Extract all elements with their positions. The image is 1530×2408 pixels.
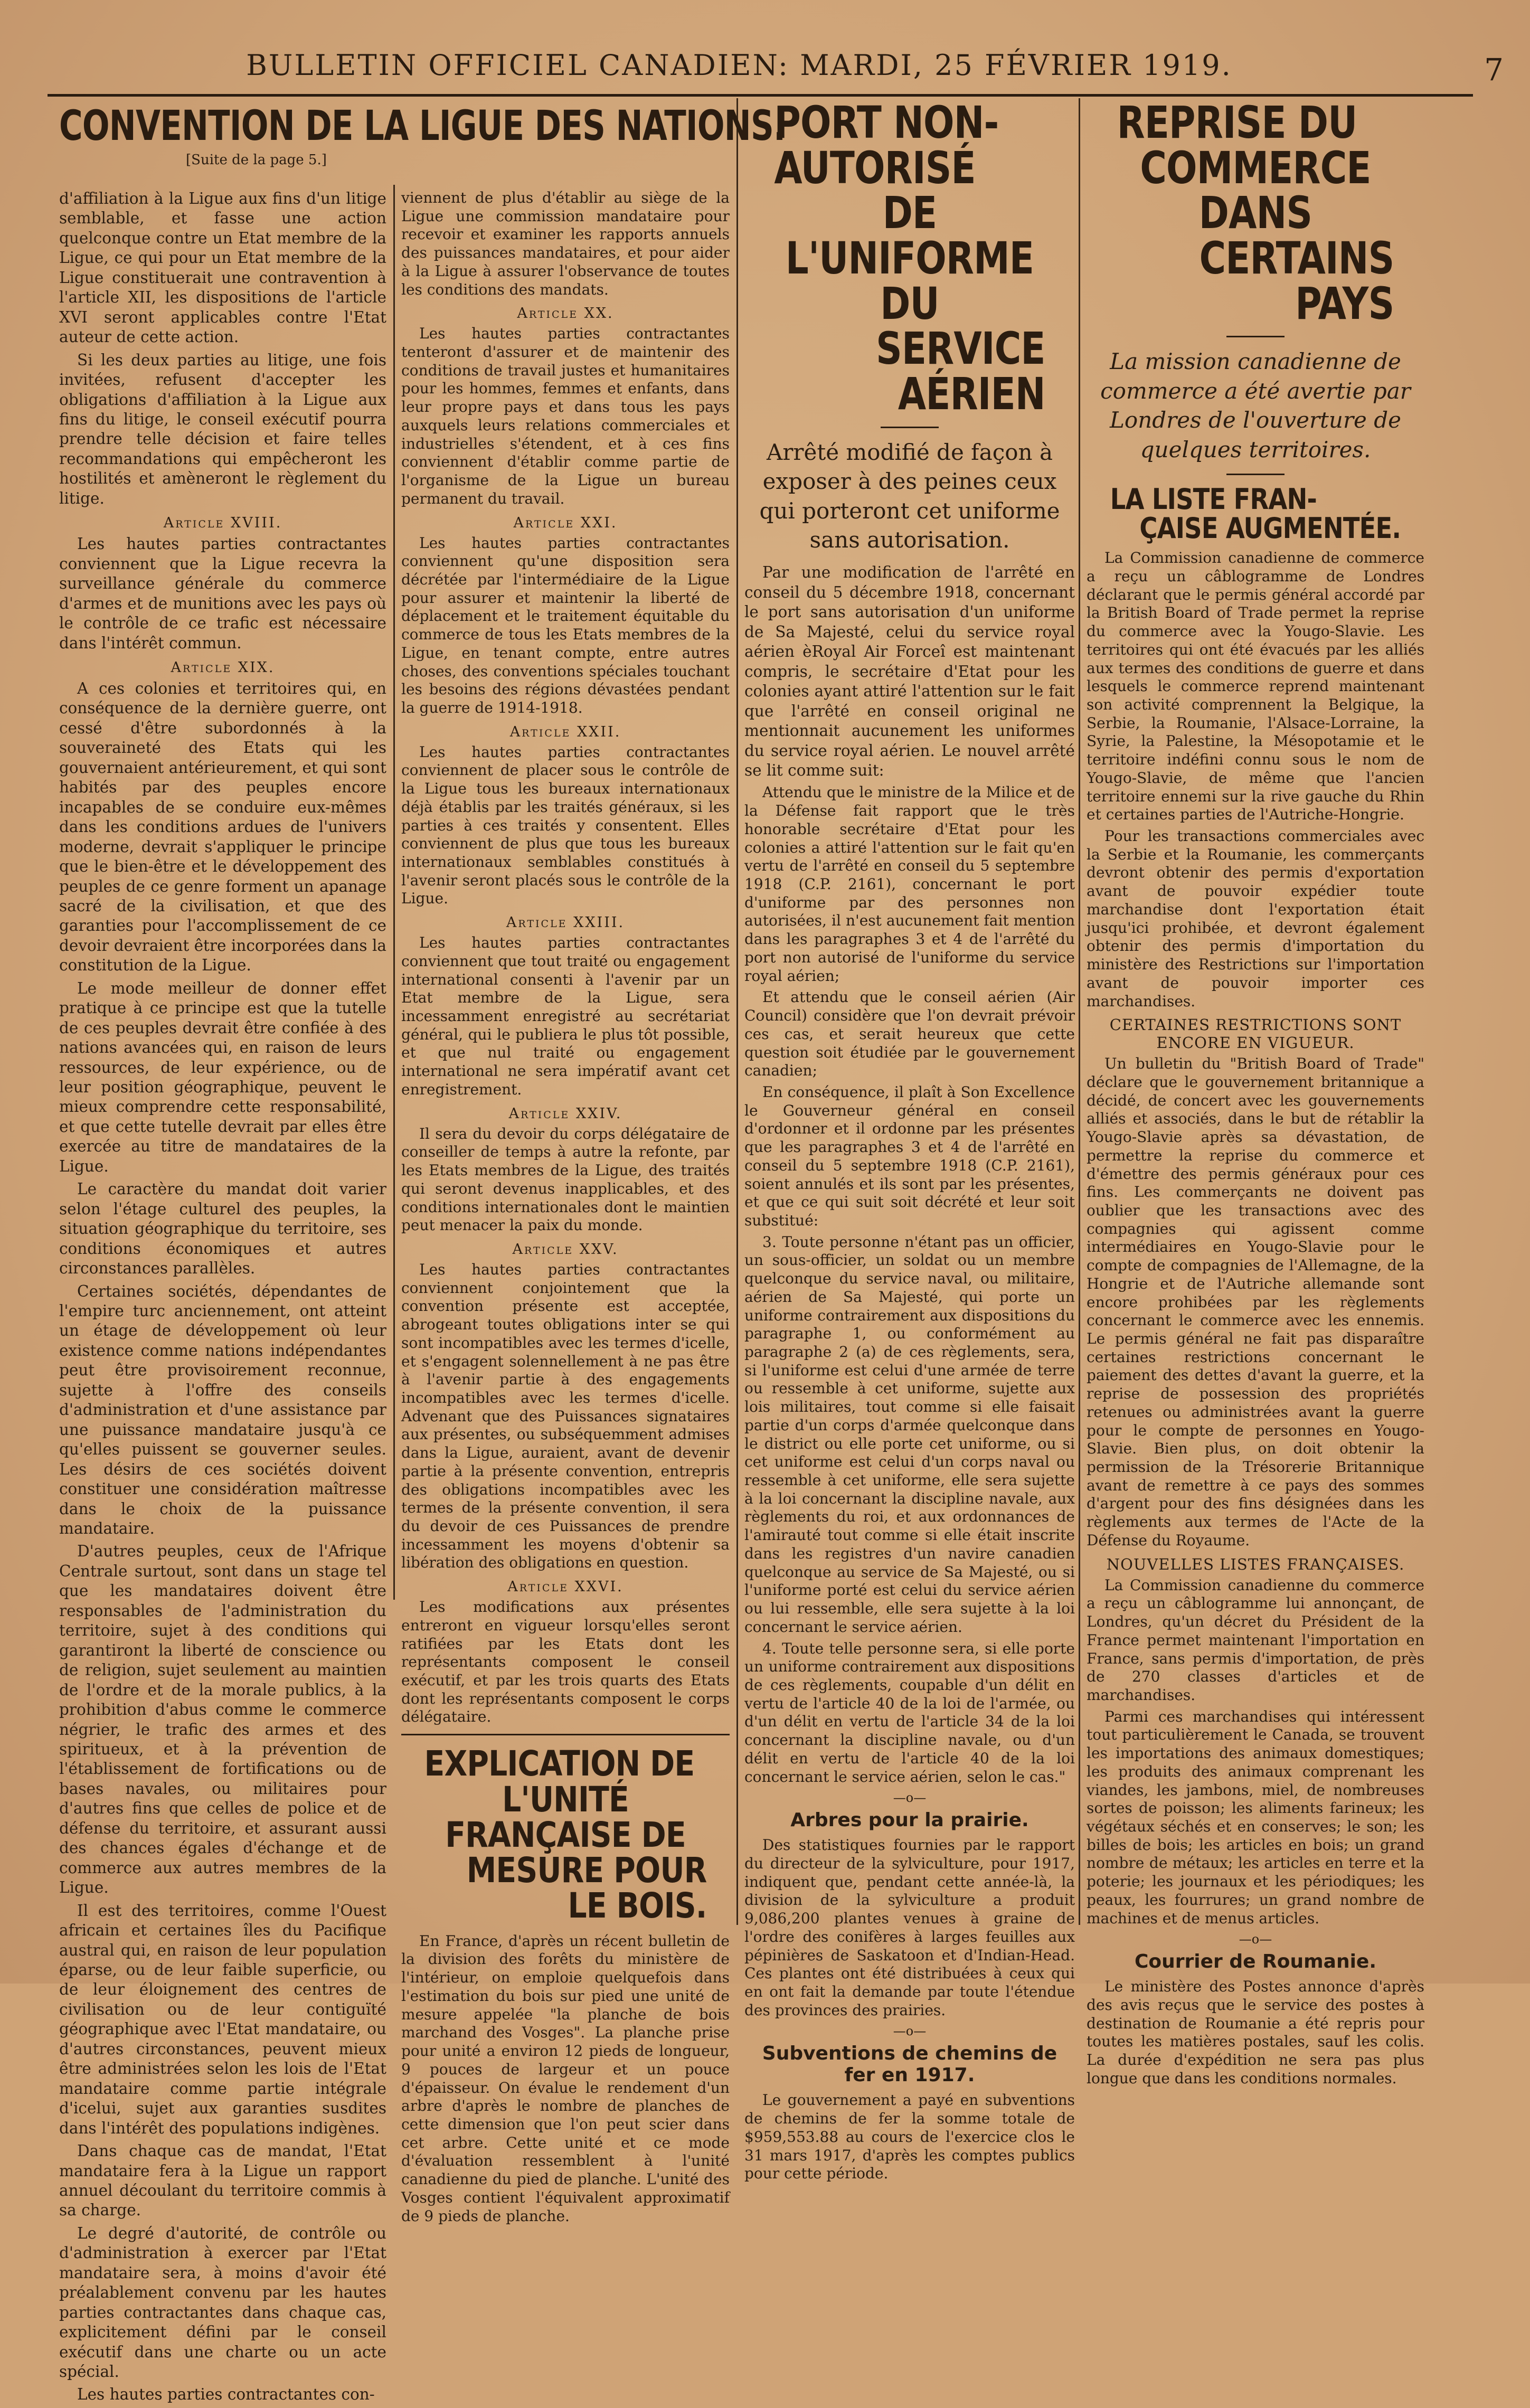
paragraph: Dans chaque cas de mandat, l'Etat mandataire fera à la Ligue un rapport annuel découlant du territoire commis à sa charge. (59, 2142, 386, 2220)
headline-convention: CONVENTION DE LA LIGUE DES NATIONS. (59, 102, 786, 150)
paragraph: Les hautes parties contractantes tenteront d'assurer et de maintenir des conditions de travail justes et humanitaires pour les hommes, femmes et enfants, dans leur propre pays et dans tous les pays auxquels leurs relations commerciales et industrielles s'étendent, et à ces fins conviennent d'établir comme partie de l'organisme de la Ligue un bureau permanent du travail. (401, 325, 730, 507)
paragraph: Parmi ces marchandises qui intéressent tout particulièrement le Canada, se trouvent les importations des animaux domestiques; les produits des animaux comprenant les viandes, les jambons, miel, de nombreuses sortes de poisson; les aliments farineux; les végétaux séchés et en conserves; le son; les billes de bois; les articles en bois; un grand nombre de métaux; les articles en terre et la poterie; les journaux et les périodiques; les peaux, les fourrures; un grand nombre de machines et de menus articles. (1087, 1707, 1424, 1927)
headline-reprise-line1: REPRISE DU (1117, 97, 1357, 148)
paragraph: Les hautes parties contractantes conviennent de placer sous le contrôle de la Ligue tous les bureaux internationaux déjà établis par les traités généraux, si les parties à ces traités y consentent. Elles conviennent de plus que tous les bureaux internationaux semblables constitués à l'avenir seront placés sous le contrôle de la Ligue. (401, 743, 730, 908)
separator: —o— (893, 2024, 927, 2039)
article-heading: Article XIX. (171, 659, 275, 676)
dash-rule (1226, 474, 1285, 475)
headline-uniforme-line3: SERVICE AÉRIEN (876, 323, 1045, 420)
paragraph: d'affiliation à la Ligue aux fins d'un litige semblable, et fasse une action quelconque contre un Etat membre de la Ligue, ce qui pour un Etat membre de la Ligue constituerait une contravention à l'article XII, les dispositions de l'article XVI seront applicables contre l'Etat auteur de cette action. (59, 190, 386, 346)
paragraph: Il est des territoires, comme l'Ouest africain et certaines îles du Pacifique austral qui, en raison de leur population éparse, ou de leur faible superficie, ou de leur éloignement des centres de civilisation ou de leur contiguïté géographique avec l'Etat mandataire, ou d'autres circonstances, peuvent mieux être administrées selon les lois de l'Etat mandataire comme partie intégrale d'icelui, sujet aux garanties susdites dans l'intérêt des populations indigènes. (59, 1901, 386, 2137)
paragraph: Le caractère du mandat doit varier selon l'étage culturel des peuples, la situation géographique du territoire, ses conditions économiques et autres circonstances parallèles. (59, 1180, 386, 1278)
headline-explication-line1: EXPLICATION DE (424, 1743, 695, 1784)
paragraph: En France, d'après un récent bulletin de la division des forêts du ministère de l'intérieur, on emploie quelquefois dans l'estimation du bois sur pied une unité de mesure appelée "la planche de bois marchand des Vosges". La planche prise pour unité a environ 12 pieds de longueur, 9 pouces de largeur et un pouce d'épaisseur. On évalue le rendement d'un arbre d'après le nombre de planches de cette dimension que l'on peut scier dans cet arbre. Cette unité et ce mode d'évaluation ressemblent à l'unité canadienne du pied de planche. L'unité des Vosges contient l'équivalent approximatif de 9 pieds de planche. (401, 1932, 730, 2225)
headline-arbres: Arbres pour la prairie. (790, 1809, 1029, 1831)
subhead-liste-line2: ÇAISE AUGMENTÉE. (1139, 512, 1401, 545)
paragraph: Attendu que le ministre de la Milice et de la Défense fait rapport que le très honorable secrétaire d'Etat pour les colonies a attiré l'attention sur le fait qu'en vertu de l'arrêté en conseil du 5 septembre 1918 (C.P. 2161), concernant le port d'uniforme par des personnes non autorisées, il n'est aucunement fait mention dans les paragraphes 3 et 4 de l'arrêté du port non autorisé de l'uniforme du service royal aérien; (744, 783, 1075, 985)
separator: —o— (1239, 1932, 1272, 1947)
paragraph: Si les deux parties au litige, une fois invitées, refusent d'accepter les obligations d'affiliation à la Ligue aux fins du litige, le conseil exécutif pourra prendre telle décision et faire telles recommandations qui empêcheront les hostilités et amèneront le règlement du litige. (59, 351, 386, 507)
article-heading: Article XXI. (513, 514, 618, 531)
paragraph: Un bulletin du "British Board of Trade" déclare que le gouvernement britannique a décidé, de concert avec les gouvernements alliés et associés, dans le but de rétablir la Yougo-Slavie après sa dévastation, de permettre la reprise du commerce et d'émettre des permis généraux pour ces fins. Les commerçants ne doivent pas oublier que les transactions avec des compagnies qui agissent comme intermédiaires en Yougo-Slavie pour le compte de compagnies de l'Allemagne, de la Hongrie et de l'Autriche allemande sont encore prohibées par les règlements concernant le commerce avec les ennemis. Le permis général ne fait pas disparaître certaines restrictions concernant le paiement des dettes d'avant la guerre, et la reprise de possession des propriétés retenues ou administrées avant la guerre pour le compte de personnes en Yougo-Slavie. Bien plus, on doit obtenir la permission de la Trésorerie Britannique avant de remettre à ce pays des sommes d'argent pour des fins désignées dans les règlements aux termes de l'Acte de la Défense du Royaume. (1087, 1055, 1424, 1549)
section-heading: NOUVELLES LISTES FRANÇAISES. (1106, 1555, 1405, 1573)
column-1 (59, 189, 386, 2408)
headline-reprise-line2: COMMERCE DANS (1140, 141, 1371, 239)
paragraph: Il sera du devoir du corps délégataire de conseiller de temps à autre la refonte, par les Etats membres de la Ligue, des traités qui seront devenus inapplicables, et des conditions internationales dont le maintien peut menacer la paix du monde. (401, 1125, 730, 1234)
paragraph: A ces colonies et territoires qui, en conséquence de la dernière guerre, ont cessé d'être subordonnés à la souveraineté des Etats qui les gouvernaient antérieurement, et qui sont habités par des peuples encore incapables de se conduire eux-mêmes dans les conditions ardues de l'univers moderne, devrait s'appliquer le principe que le bien-être et le développement des peuples de ce genre forment un apanage sacré de la civilisation, et que des garanties pour l'accomplissement de ce devoir devraient être incorporées dans la constitution de la Ligue. (59, 679, 386, 975)
dash-rule (881, 427, 939, 428)
paragraph: La Commission canadienne de commerce a reçu un câblogramme de Londres déclarant que le permis général accordé par la British Board of Trade permet la reprise du commerce avec la Yougo-Slavie. Les territoires qui ont été évacués par les alliés aux termes des conditions de guerre et dans lesquels le commerce reprend maintenant son activité comprennent la Belgique, la Serbie, la Roumanie, l'Alsace-Lorraine, la Syrie, la Palestine, la Mésopotamie et le territoire indéfini connu sous le nom de Yougo-Slavie, de même que l'ancien territoire ennemi sur la rive gauche du Rhin et certaines parties de l'Autriche-Hongrie. (1087, 549, 1424, 824)
column-3 (744, 97, 1075, 2186)
paragraph: En conséquence, il plaît à Son Excellence le Gouverneur général en conseil d'ordonner et il ordonne par les présentes que les paragraphes 3 et 4 de l'arrêté en conseil du 5 septembre 1918 (C.P. 2161), soient annulés et ils sont par les présentes, et que ce qui suit soit décrété et leur soit substitué: (744, 1083, 1075, 1229)
page-number: 7 (1484, 52, 1504, 88)
paragraph: Pour les transactions commerciales avec la Serbie et la Roumanie, les commerçants devront obtenir des permis d'exportation avant de pouvoir expédier toute marchandise dont l'exportation était jusqu'ici prohibée, et devront également obtenir des permis d'importation du ministère des Restrictions sur l'importation avant de pouvoir importer ces marchandises. (1087, 827, 1424, 1010)
section-rule (401, 1734, 730, 1735)
column-rule (393, 185, 395, 1600)
separator: —o— (893, 1790, 927, 1806)
subheadline: La mission canadienne de commerce a été avertie par Londres de l'ouverture de quelques territoires. (1100, 348, 1411, 462)
paragraph: Certaines sociétés, dépendantes de l'empire turc anciennement, ont atteint un étage de développement où leur existence comme nations indépendantes peut être provisoirement reconnue, sujette à l'offre des conseils d'administration et d'une assistance par une puissance mandataire jusqu'à ce qu'elles puissent se gouverner seules. Les désirs de ces sociétés doivent constituer une considération maîtresse dans le choix de la puissance mandataire. (59, 1282, 386, 1537)
paragraph: Les hautes parties contractantes conviennent conjointement que la convention présente est acceptée, abrogeant toutes obligations inter se qui sont incompatibles avec les termes d'icelle, et s'engagent solennellement à ne pas être à l'avenir partie à des engagements incompatibles avec les termes d'icelle. Advenant que des Puissances signataires aux présentes, ou subséquemment admises dans la Ligue, auraient, avant de devenir partie à la présente convention, entrepris des obligations incompatibles avec les termes de la présente convention, il sera du devoir de ces Puissances de prendre incessamment les moyens d'obtenir sa libération des obligations en question. (401, 1260, 730, 1572)
paragraph: 3. Toute personne n'étant pas un officier, un sous-officier, un soldat ou un membre quelconque du service naval, ou militaire, aérien de Sa Majesté, qui porte un uniforme contrairement aux dispositions du paragraphe 1, ou conformément au paragraphe 2 (a) de ces règlements, sera, si l'uniforme est celui d'une armée de terre ou ressemble à cet uniforme, sujette aux lois militaires, tout comme si elle faisait partie d'un corps d'armée quelconque dans le district ou elle porte cet uniforme, ou si cet uniforme est celui d'un corps naval ou ressemble à cet uniforme, elle sera sujette à la loi concernant la discipline navale, aux règlements du roi, et aux ordonnances de l'amirauté tout comme si elle était inscrite dans les registres d'un navire canadien quelconque au service de Sa Majesté, ou si l'uniforme porté est celui du service aérien ou lui ressemble, elle sera sujette à la loi concernant le service aérien. (744, 1233, 1075, 1636)
article-heading: Article XVIII. (163, 515, 282, 532)
paragraph: Le degré d'autorité, de contrôle ou d'administration à exercer par l'Etat mandataire sera, à moins d'avoir été préalablement convenu par les hautes parties contractantes dans chaque cas, explicitement défini par le conseil exécutif dans une charte ou un acte spécial. (59, 2224, 386, 2381)
paragraph: Le ministère des Postes annonce d'après des avis reçus que le service des postes à destination de Roumanie a été repris pour toutes les matières postales, sauf les colis. La durée d'expédition ne sera pas plus longue que dans les conditions normales. (1087, 1978, 1424, 2087)
paragraph: Les hautes parties contractantes conviennent que tout traité ou engagement international consenti à l'avenir par un Etat membre de la Ligue, sera incessamment enregistré au secrétariat général, qui le publiera le plus tôt possible, et que nul traité ou engagement international ne sera impératif avant cet enregistrement. (401, 934, 730, 1098)
paragraph: Et attendu que le conseil aérien (Air Council) considère que l'on devrait prévoir ces cas, et serait heureux que cette question soit étudiée par le gouvernement canadien; (744, 988, 1075, 1080)
article-heading: Article XXV. (512, 1241, 619, 1258)
masthead: BULLETIN OFFICIEL CANADIEN: MARDI, 25 FÉVRIER 1919. (246, 49, 1232, 82)
paragraph: Le gouvernement a payé en subventions de chemins de fer la somme totale de $959,553.88 au cours de l'exercice clos le 31 mars 1917, d'après les comptes publics pour cette période. (744, 2091, 1075, 2183)
paragraph: Par une modification de l'arrêté en conseil du 5 décembre 1918, concernant le port sans autorisation d'un uniforme de Sa Majesté, celui du service royal aérien èRoyal Air Forceî est maintenant compris, le secrétaire d'Etat pour les colonies ayant attiré l'attention sur le fait que l'arrêté en conseil original ne mentionnait aucunement les uniformes du service royal aérien. Le nouvel arrêté se lit comme suit: (744, 563, 1075, 779)
headline-reprise-line3: CERTAINS PAYS (1199, 232, 1394, 329)
headline-roumanie: Courrier de Roumanie. (1135, 1951, 1376, 1973)
article-heading: Article XXII. (509, 723, 621, 740)
headline-subventions: Subventions de chemins de fer en 1917. (762, 2043, 1057, 2086)
paragraph: Les hautes parties contractantes conviennent qu'une disposition sera décrétée par l'intermédiaire de la Ligue pour assurer et maintenir la liberté de déplacement et le traitement équitable du commerce de tous les Etats membres de la Ligue, en tenant compte, entre autres choses, des conventions spéciales touchant les besoins des régions dévastées pendant la guerre de 1914-1918. (401, 534, 730, 716)
subheadline: Arrêté modifié de façon à exposer à des peines ceux qui porteront cet uniforme sans autorisation. (759, 439, 1060, 553)
paragraph: La Commission canadienne du commerce a reçu un câblogramme lui annonçant, de Londres, qu'un décret du Président de la France permet maintenant l'importation en France, sans permis d'importation, de près de 270 classes d'articles et de marchandises. (1087, 1576, 1424, 1704)
column-2 (401, 189, 730, 2228)
paragraph: viennent de plus d'établir au siège de la Ligue une commission mandataire pour recevoir et examiner les rapports annuels des puissances mandataires, et pour aider à la Ligue à assurer l'observance de toutes les conditions des mandats. (401, 189, 730, 298)
article-heading: Article XXVI. (507, 1579, 624, 1595)
paragraph: Les hautes parties contractantes con- (77, 2385, 375, 2404)
paragraph: Des statistiques fournies par le rapport du directeur de la sylviculture, pour 1917, indiquent que, pendant cette année-là, la division de la sylviculture a produit 9,086,200 plantes venues à graine de l'ordre des conifères à larges feuilles aux pépinières de Saskatoon et d'Indian-Head. Ces plantes ont été distribuées à ceux qui en ont fait la demande par toute l'étendue des provinces des prairies. (744, 1836, 1075, 2019)
headline-explication-line3: MESURE POUR LE BOIS. (466, 1850, 707, 1927)
column-4 (1087, 97, 1424, 2091)
headline-explication-line2: L'UNITÉ FRANÇAISE DE (445, 1779, 686, 1855)
continued-note: [Suite de la page 5.] (186, 152, 327, 168)
headline-uniforme-line2: DE L'UNIFORME DU (785, 187, 1034, 329)
column-rule (736, 98, 738, 1925)
column-rule (1079, 98, 1080, 1925)
paragraph: Les hautes parties contractantes conviennent que la Ligue recevra la surveillance générale du commerce d'armes et de munitions avec les pays où le contrôle de ce trafic est nécessaire dans l'intérêt commun. (59, 535, 386, 652)
paragraph: D'autres peuples, ceux de l'Afrique Centrale surtout, sont dans un stage tel que les mandataires doivent être responsables de l'administration du territoire, sujet à des conditions qui garantiront la liberté de conscience ou de religion, sujet seulement au maintien de l'ordre et de la morale publics, à la prohibition d'abus comme le commerce négrier, le trafic des armes et des spiritueux, et à la prévention de l'établissement de fortifications ou de bases navales, ou militaires pour d'autres fins que celles de police et de défense du territoire, et assurant aussi des chances égales d'échange et de commerce aux autres membres de la Ligue. (59, 1542, 386, 1897)
headline-uniforme-line1: PORT NON-AUTORISÉ (774, 97, 999, 194)
section-heading: CERTAINES RESTRICTIONS SONT ENCORE EN VIGUEUR. (1109, 1016, 1402, 1052)
article-heading: Article XXIII. (506, 914, 625, 931)
subhead-liste-line1: LA LISTE FRAN- (1110, 483, 1317, 516)
article-heading: Article XXIV. (508, 1105, 622, 1122)
paragraph: Le mode meilleur de donner effet pratique à ce principe est que la tutelle de ces peuples devrait être confiée à des nations avancées qui, en raison de leurs ressources, de leur expérience, ou de leur position géographique, peuvent le mieux comprendre cette responsabilité, et que cette tutelle devrait par elles être exercée au titre de mandataires de la Ligue. (59, 979, 386, 1175)
article-heading: Article XX. (517, 305, 614, 322)
dash-rule (1226, 336, 1285, 337)
paragraph: Les modifications aux présentes entreront en vigueur lorsqu'elles seront ratifiées par les Etats dont les représentants composent le conseil exécutif, et par les trois quarts des Etats dont les représentants composent le corps délégataire. (401, 1598, 730, 1726)
paragraph: 4. Toute telle personne sera, si elle porte un uniforme contrairement aux dispositions de ces règlements, coupable d'un délit en vertu de l'article 40 de la loi de l'armée, ou d'un délit en vertu de l'article 34 de la loi concernant la discipline navale, ou d'un délit en vertu de l'article 40 de la loi concernant le service aérien, selon le cas." (744, 1639, 1075, 1786)
